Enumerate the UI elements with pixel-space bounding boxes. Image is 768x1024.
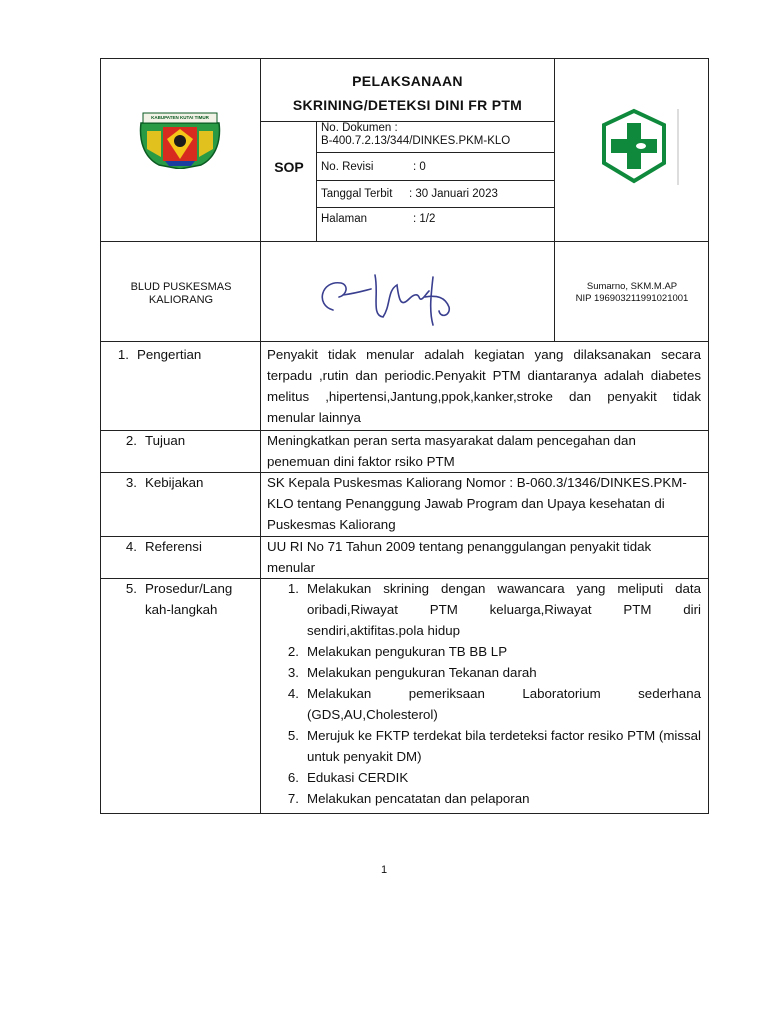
section-label-line-1: Prosedur/Lang: [145, 581, 233, 596]
section-label: Tujuan: [145, 433, 186, 448]
section-number: 5.: [125, 581, 137, 596]
institution-line-1: BLUD PUSKESMAS: [130, 281, 232, 293]
section-text-referensi: UU RI No 71 Tahun 2009 tentang penanggulangan penyakit tidak menular: [267, 539, 652, 575]
section-label: Referensi: [145, 539, 202, 554]
step-number: 4.: [287, 686, 299, 701]
tanggal-terbit-label: Tanggal Terbit: [321, 188, 393, 200]
divider: [101, 241, 709, 242]
divider: [316, 152, 554, 153]
section-label-prosedur: [109, 578, 259, 620]
section-number: 4.: [125, 539, 137, 554]
step-text: Melakukan skrining dengan wawancara yang meliputi data oribadi,Riwayat PTM keluarga,Riwayat PTM diri sendiri,aktifitas.pola hidup: [307, 581, 701, 638]
step-number: 1.: [287, 581, 299, 596]
institution-line-2: KALIORANG: [148, 294, 214, 306]
divider: [316, 207, 554, 208]
step-number: 5.: [287, 728, 299, 743]
tanggal-terbit: [321, 188, 498, 201]
halaman-value: : 1/2: [413, 213, 436, 225]
procedure-step: [267, 683, 701, 725]
no-revisi-value: : 0: [413, 161, 426, 173]
signer-block: [554, 281, 710, 305]
step-number: 3.: [287, 665, 299, 680]
section-label: Kebijakan: [145, 475, 204, 490]
step-text: Edukasi CERDIK: [307, 770, 409, 785]
step-text: Melakukan pencatatan dan pelaporan: [307, 791, 530, 806]
logo-banner-text: KABUPATEN KUTAI TIMUR: [151, 115, 209, 120]
section-text-pengertian: Penyakit tidak menular adalah kegiatan yang dilaksanakan secara terpadu ,rutin dan periodic.Penyakit PTM diantaranya adalah diabetes melitus ,hipertensi,Jantung,ppok,kanker,stroke dan penyakit tidak menular lainnya: [267, 347, 701, 425]
procedure-step: [267, 578, 701, 641]
sop-header-table: [100, 58, 709, 342]
section-text-tujuan: Meningkatkan peran serta masyarakat dalam pencegahan dan penemuan dini faktor rsiko PTM: [267, 433, 636, 469]
section-number: 3.: [125, 475, 137, 490]
procedure-step: [267, 641, 701, 662]
signer-name: Sumarno, SKM.M.AP: [586, 281, 678, 292]
puskesmas-logo: [594, 107, 684, 187]
section-label-referensi: [109, 536, 259, 557]
step-number: 7.: [287, 791, 299, 806]
step-text: Melakukan pengukuran TB BB LP: [307, 644, 508, 659]
procedure-step: [267, 725, 701, 767]
divider: [316, 180, 554, 181]
tanggal-terbit-value: : 30 Januari 2023: [409, 188, 498, 200]
signature: [313, 255, 483, 335]
no-revisi-label: No. Revisi: [321, 161, 374, 173]
title-line-2: SKRINING/DETEKSI DINI FR PTM: [292, 97, 523, 113]
section-text-kebijakan: SK Kepala Puskesmas Kaliorang Nomor : B-060.3/1346/DINKES.PKM-KLO tentang Penanggung Jawab Program dan Upaya kesehatan di Puskesmas Kaliorang: [267, 475, 687, 532]
sop-content-table: [100, 342, 709, 814]
section-label-line-2: kah-langkah: [145, 602, 218, 617]
no-dokumen-value: B-400.7.2.13/344/DINKES.PKM-KLO: [321, 135, 511, 147]
section-label-tujuan: [109, 430, 259, 451]
step-text: Merujuk ke FKTP terdekat bila terdeteksi factor resiko PTM (missal untuk penyakit DM): [307, 728, 701, 764]
no-dokumen: [321, 122, 551, 148]
procedure-step: [267, 788, 701, 809]
divider: [316, 121, 317, 241]
step-number: 6.: [287, 770, 299, 785]
section-number: 2.: [125, 433, 137, 448]
institution-name: [101, 281, 261, 307]
sop-label: SOP: [274, 159, 304, 175]
regency-logo: [135, 109, 225, 169]
page-number: 1: [380, 864, 388, 876]
halaman: [321, 213, 435, 226]
procedure-step: [267, 767, 701, 788]
procedure-step: [267, 662, 701, 683]
section-label-pengertian: [109, 344, 259, 365]
document-title: [261, 69, 554, 117]
no-dokumen-label: No. Dokumen :: [321, 122, 398, 134]
section-label: Pengertian: [137, 347, 202, 362]
step-text: Melakukan pengukuran Tekanan darah: [307, 665, 537, 680]
section-number: 1.: [117, 347, 129, 362]
title-line-1: PELAKSANAAN: [352, 73, 463, 89]
no-revisi: [321, 161, 426, 174]
section-label-kebijakan: [109, 472, 259, 493]
signer-nip: NIP 196903211991021001: [575, 293, 689, 304]
step-number: 2.: [287, 644, 299, 659]
step-text: Melakukan pemeriksaan Laboratorium sederhana (GDS,AU,Cholesterol): [307, 686, 701, 722]
halaman-label: Halaman: [321, 213, 368, 225]
